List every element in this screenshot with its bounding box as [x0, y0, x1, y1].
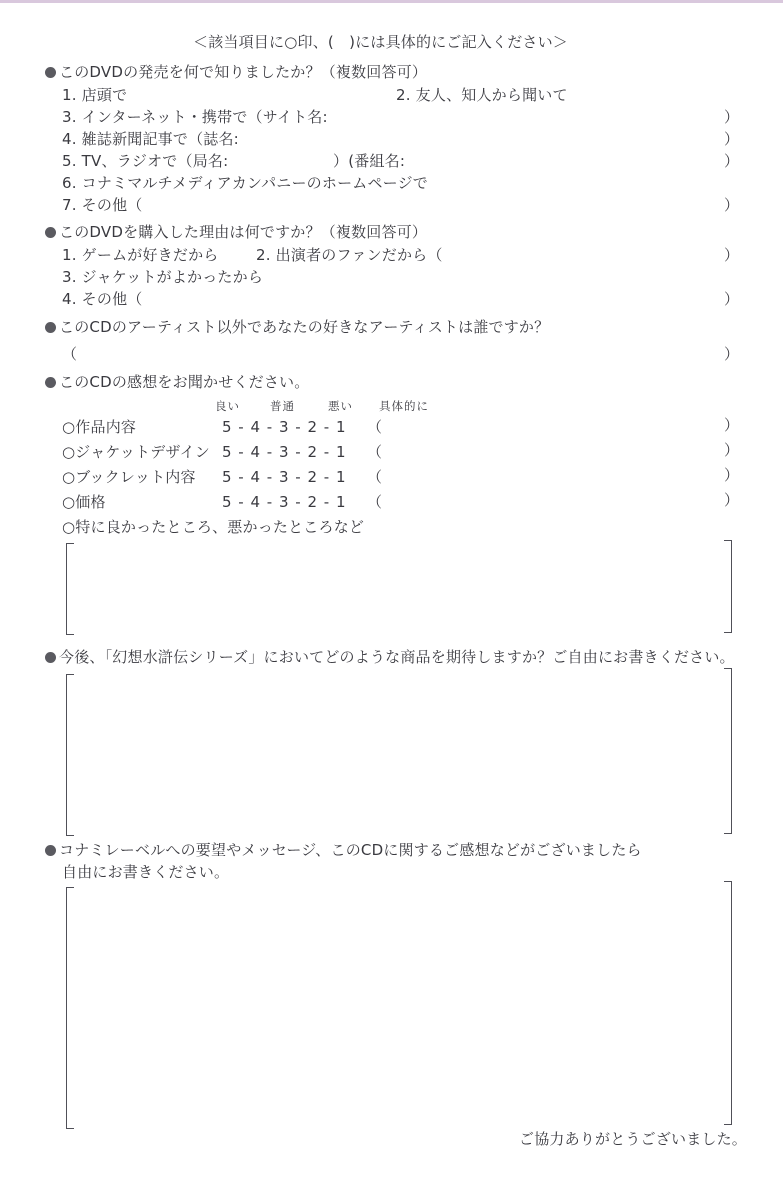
paren-close: ） — [724, 416, 740, 434]
comment-box-left-bracket[interactable] — [66, 543, 74, 635]
bullet-icon — [45, 652, 56, 663]
q1-option-3[interactable]: 3. インターネット・携帯で（サイト名: — [62, 108, 328, 126]
paren-close: ） — [724, 491, 740, 509]
message-box-left-bracket[interactable] — [66, 887, 74, 1129]
q2-option-1[interactable]: 1. ゲームが好きだから — [62, 246, 219, 264]
q1-option-5-program: ）(番組名: — [333, 152, 406, 170]
q2-option-3[interactable]: 3. ジャケットがよかったから — [62, 268, 264, 286]
question-5-title — [45, 648, 735, 666]
question-6-text-line2: 自由にお書きください。 — [62, 863, 230, 881]
paren-close: ） — [724, 441, 740, 459]
question-2-title — [45, 223, 427, 241]
rating-row-label: ○価格 — [62, 493, 106, 511]
q1-option-5[interactable]: 5. TV、ラジオで（局名: — [62, 152, 229, 170]
paren-close: ） — [724, 152, 740, 170]
paren-close: ） — [724, 290, 740, 308]
answer-box-left-bracket[interactable] — [66, 674, 74, 836]
paren-close: ） — [724, 108, 740, 126]
rating-row-label: ○ジャケットデザイン — [62, 443, 210, 461]
bullet-icon — [45, 377, 56, 388]
q2-option-4[interactable]: 4. その他（ — [62, 290, 143, 308]
rating-row-label: ○ブックレット内容 — [62, 468, 196, 486]
question-1-title — [45, 63, 427, 81]
question-6-text: コナミレーベルへの要望やメッセージ、このCDに関するご感想などがございましたら — [59, 841, 642, 859]
q1-option-4[interactable]: 4. 雑誌新聞記事で（誌名: — [62, 130, 239, 148]
paren-open[interactable]: （ — [367, 443, 383, 461]
rating-scale[interactable]: 5 - 4 - 3 - 2 - 1 — [222, 443, 347, 461]
question-2-text: このDVDを購入した理由は何ですか？（複数回答可） — [59, 223, 428, 241]
rating-scale[interactable]: 5 - 4 - 3 - 2 - 1 — [222, 418, 347, 436]
rating-scale[interactable]: 5 - 4 - 3 - 2 - 1 — [222, 468, 347, 486]
sheet-edge — [0, 0, 783, 3]
paren-open[interactable]: （ — [62, 345, 78, 363]
paren-open[interactable]: （ — [367, 468, 383, 486]
paren-close: ） — [724, 130, 740, 148]
comment-box-right-bracket[interactable] — [724, 540, 732, 633]
thanks-text: ご協力ありがとうございました。 — [519, 1130, 748, 1148]
question-3-title — [45, 318, 549, 336]
q1-option-2[interactable]: 2. 友人、知人から聞いて — [396, 86, 568, 104]
paren-close: ） — [724, 246, 740, 264]
rating-scale[interactable]: 5 - 4 - 3 - 2 - 1 — [222, 493, 347, 511]
paren-close: ） — [724, 196, 740, 214]
question-4-title — [45, 373, 309, 391]
message-box-right-bracket[interactable] — [724, 881, 732, 1125]
special-comment-label: ○特に良かったところ、悪かったところなど — [62, 518, 365, 536]
q2-option-2[interactable]: 2. 出演者のファンだから（ — [256, 246, 443, 264]
question-6-title — [45, 841, 642, 859]
paren-close: ） — [724, 345, 740, 363]
q1-option-7[interactable]: 7. その他（ — [62, 196, 143, 214]
q1-option-1[interactable]: 1. 店頭で — [62, 86, 128, 104]
paren-close: ） — [724, 466, 740, 484]
question-5-text: 今後、「幻想水滸伝シリーズ」においてどのような商品を期待しますか？ご自由にお書きください。 — [59, 648, 735, 666]
header-bad: 悪い — [328, 399, 353, 413]
answer-box-right-bracket[interactable] — [724, 668, 732, 834]
paren-open[interactable]: （ — [367, 418, 383, 436]
bullet-icon — [45, 845, 56, 856]
paren-open[interactable]: （ — [367, 493, 383, 511]
bullet-icon — [45, 67, 56, 78]
bullet-icon — [45, 322, 56, 333]
header-good: 良い — [215, 399, 240, 413]
header-detail: 具体的に — [379, 399, 429, 413]
question-3-text: このCDのアーティスト以外であなたの好きなアーティストは誰ですか？ — [59, 318, 550, 336]
bullet-icon — [45, 227, 56, 238]
instruction-text: ＜該当項目に○印、( )には具体的にご記入ください＞ — [193, 33, 568, 51]
header-normal: 普通 — [270, 399, 295, 413]
rating-row-label: ○作品内容 — [62, 418, 137, 436]
question-4-text: このCDの感想をお聞かせください。 — [59, 373, 310, 391]
q1-option-6[interactable]: 6. コナミマルチメディアカンパニーのホームページで — [62, 174, 428, 192]
question-1-text: このDVDの発売を何で知りましたか？（複数回答可） — [59, 63, 428, 81]
